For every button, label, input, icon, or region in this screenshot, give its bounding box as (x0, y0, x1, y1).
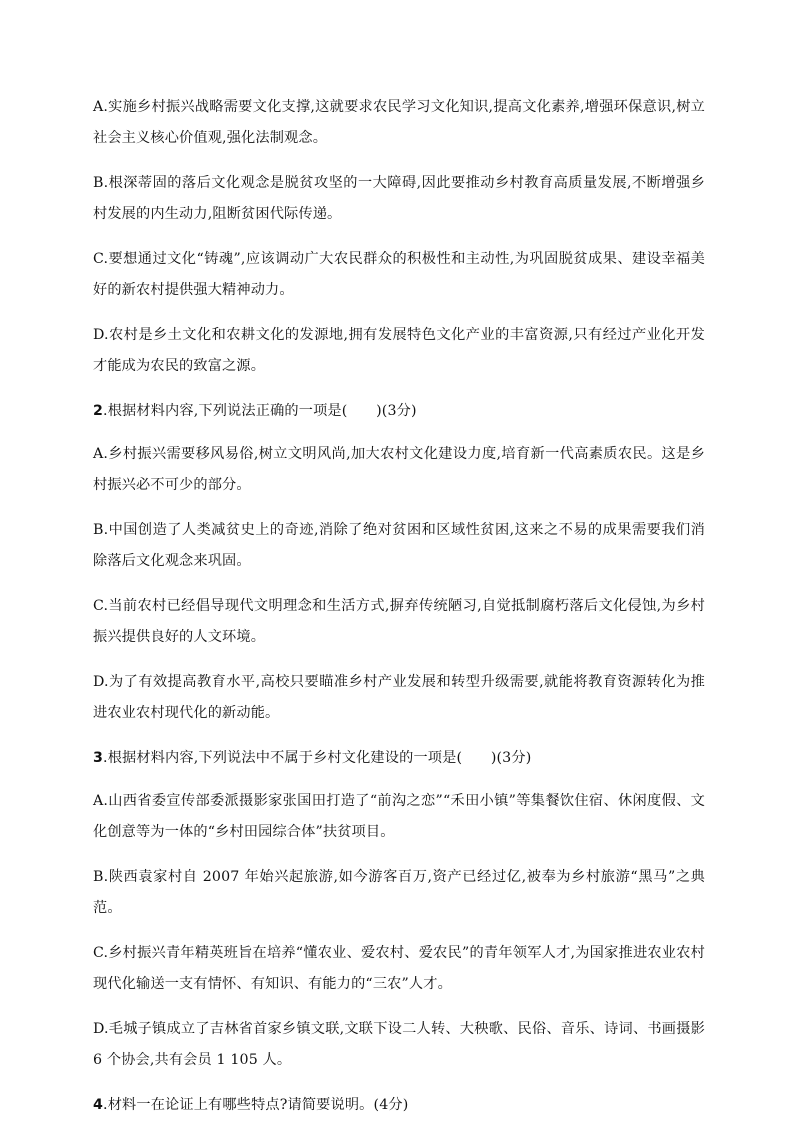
question-2-number: 2 (93, 403, 104, 419)
q3-option-a: A.山西省委宣传部委派摄影家张国田打造了“前沟之恋”“禾田小镇”等集餐饮住宿、休闲度假、文化创意等为一体的“乡村田园综合体”扶贫项目。 (93, 793, 705, 840)
question-3-number: 3 (93, 750, 104, 766)
question-2-text: .根据材料内容,下列说法正确的一项是( )(3分) (103, 403, 417, 419)
q2-option-d: D.为了有效提高教育水平,高校只要瞄准乡村产业发展和转型升级需要,就能将教育资源转化为推进农业农村现代化的新动能。 (93, 674, 705, 721)
q3-option-c: C.乡村振兴青年精英班旨在培养“懂农业、爱农村、爱农民”的青年领军人才,为国家推进农业农村现代化输送一支有情怀、有知识、有能力的“三农”人才。 (93, 945, 705, 992)
q1-option-d: D.农村是乡土文化和农耕文化的发源地,拥有发展特色文化产业的丰富资源,只有经过产业化开发才能成为农民的致富之源。 (93, 327, 705, 374)
q1-option-b: B.根深蒂固的落后文化观念是脱贫攻坚的一大障碍,因此要推动乡村教育高质量发展,不断增强乡村发展的内生动力,阻断贫困代际传递。 (93, 175, 705, 222)
question-3-stem (93, 743, 705, 774)
document-page (93, 92, 705, 1133)
q3-option-d: D.毛城子镇成立了吉林省首家乡镇文联,文联下设二人转、大秧歌、民俗、音乐、诗词、书画摄影 6 个协会,共有会员 1 105 人。 (93, 1021, 705, 1068)
question-3-text: .根据材料内容,下列说法中不属于乡村文化建设的一项是( )(3分) (103, 750, 532, 766)
q1-option-a: A.实施乡村振兴战略需要文化支撑,这就要求农民学习文化知识,提高文化素养,增强环保意识,树立社会主义核心价值观,强化法制观念。 (93, 99, 705, 146)
q3-option-b: B.陕西袁家村自 2007 年始兴起旅游,如今游客百万,资产已经过亿,被奉为乡村旅游“黑马”之典范。 (93, 869, 705, 916)
question-4-text: .材料一在论证上有哪些特点?请简要说明。(4分) (103, 1097, 409, 1113)
q2-option-b: B.中国创造了人类减贫史上的奇迹,消除了绝对贫困和区域性贫困,这来之不易的成果需要我们消除落后文化观念来巩固。 (93, 522, 705, 569)
question-4-number: 4 (93, 1097, 104, 1113)
q2-option-c: C.当前农村已经倡导现代文明理念和生活方式,摒弃传统陋习,自觉抵制腐朽落后文化侵蚀,为乡村振兴提供良好的人文环境。 (93, 598, 705, 645)
question-2-stem (93, 396, 705, 427)
q1-option-c: C.要想通过文化“铸魂”,应该调动广大农民群众的积极性和主动性,为巩固脱贫成果、建设幸福美好的新农村提供强大精神动力。 (93, 251, 705, 298)
question-4-stem (93, 1090, 705, 1121)
q2-option-a: A.乡村振兴需要移风易俗,树立文明风尚,加大农村文化建设力度,培育新一代高素质农民。这是乡村振兴必不可少的部分。 (93, 446, 705, 493)
